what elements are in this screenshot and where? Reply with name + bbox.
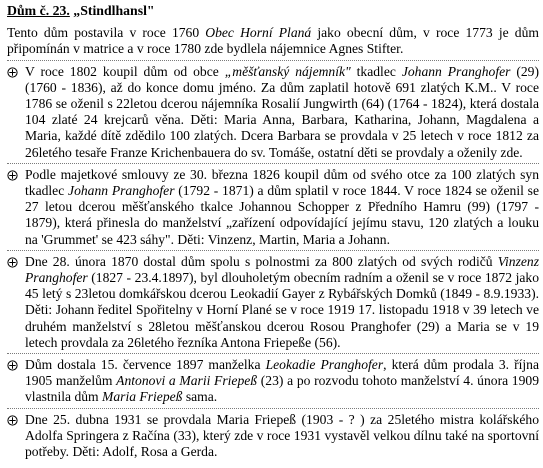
- section-divider: [7, 60, 539, 61]
- entry-text: sama.: [182, 389, 218, 405]
- intro-paragraph: [7, 25, 539, 57]
- circled-plus-icon: [7, 357, 25, 373]
- entry-owner: Vinzenz Pranghofer: [25, 253, 539, 286]
- house-name: „Stindlhansl": [69, 3, 155, 18]
- circled-plus-icon: [7, 64, 25, 80]
- section-divider: [7, 353, 539, 354]
- circled-plus-icon: [7, 167, 25, 183]
- entry-owner: Johann Pranghofer: [68, 183, 175, 199]
- owner-entry-text: [25, 254, 539, 351]
- owner-entry-text: [25, 64, 539, 161]
- intro-text: jako obecní dům, v roce 1773 je dům připomínán v matrice a v roce 1780 zde bydlela nájemnice Agnes Stifter.: [7, 25, 539, 57]
- intro-text: Tento dům postavila v roce 1760: [7, 25, 206, 41]
- house-heading: [7, 3, 539, 19]
- owner-entry-text: [25, 357, 539, 406]
- entry-text: (23) a po rozvodu tohoto manželství 4. února 1909 vlastnila dům: [25, 373, 539, 405]
- section-divider: [7, 250, 539, 251]
- entry-owner: Maria Friepeß: [102, 389, 183, 405]
- circled-plus-icon: [7, 254, 25, 270]
- entry-text: Dne 25. dubna 1931 se provdala Maria Friepeß (1903 - ? ) za 25letého mistra kolářského Adolfa Springera z Račína (33), který zde v roce 1931 vystavěl velkou dílnu také na sportovní potřeby. Děti: Adolf, Rosa a Gerda.: [25, 411, 539, 460]
- section-divider: [7, 163, 539, 164]
- owner-entry: [7, 167, 539, 248]
- entry-text: , která dům prodala 3. října 1905 manželům: [25, 357, 539, 389]
- owner-entry-text: [25, 167, 539, 248]
- entry-text: (1827 - 23.4.1897), byl dlouholetým obecním radním a oženil se v roce 1872 jako 45 letý s 23letou domkářskou dcerou Leokadií Gayer z Rybářských Domků (1849 - 8.9.1933). Děti: Johann ředitel Spořitelny v Horní Plané se v roce 1919 17. listopadu 1918 v 39 letech ve druhém manželství s 28letou měšťanskou dcerou Rosou Pranghofer (29) a Maria se v 19 letech provdala za 26letého řezníka Antona Friepeße (56).: [25, 270, 539, 350]
- entry-owner: Johann Pranghofer: [401, 63, 511, 79]
- entry-owner: Antonovi a Marii Friepeß: [116, 373, 258, 389]
- entry-role: „měšťanský nájemník": [224, 63, 351, 79]
- owner-entry: [7, 412, 539, 461]
- section-divider: [7, 408, 539, 409]
- house-number: Dům č. 23.: [7, 3, 70, 18]
- entry-text: V roce 1802 koupil dům od obce: [25, 63, 225, 79]
- owner-entry: [7, 254, 539, 351]
- entry-text: Dům dostala 15. července 1897 manželka: [25, 357, 266, 373]
- entry-text: Podle majetkové smlouvy ze 30. března 1826 koupil dům od svého otce za 100 zlatých syn tkadlec: [25, 166, 539, 199]
- entry-text: (29) (1760 - 1836), až do konce domu jméno. Za dům zaplatil hotově 691 zlatých K.M.. V roce 1786 se oženil s 22letou dcerou nájemníka Rosalií Jungwirth (64) (1764 - 1824), která dostala 104 zlaté 24 krejcarů věna. Děti: Maria Anna, Barbara, Katharina, Johann, Magdalena a Maria, každé dítě zdědilo 100 zlatých. Dcera Barbara se provdala v 25 letech v roce 1812 za 26letého tesaře Franze Krichenbauera do sv. Tomáše, ostatní děti se provdaly a oženily zde.: [25, 63, 539, 160]
- entry-owner: Leokadie Pranghofer: [265, 357, 384, 373]
- owner-entry: [7, 64, 539, 161]
- entry-text: (1792 - 1871) a dům splatil v roce 1844. V roce 1824 se oženil se 27 letou dcerou měšťanského tkalce Johannou Schopper z Předního Hamru (99) (1797 - 1879), která přinesla do manželství „zařízení odpovídající jejímu stavu, 120 zlatých a louku na 'Grummet' se 423 sáhy". Děti: Vinzenz, Martin, Maria a Johann.: [25, 183, 539, 247]
- entry-text: Dne 28. února 1870 dostal dům spolu s polnostmi za 800 zlatých od svých rodičů: [25, 253, 498, 269]
- entry-text: tkadlec: [350, 63, 402, 79]
- owner-entry-text: [25, 412, 539, 461]
- intro-owner: Obec Horní Planá: [205, 25, 312, 41]
- owner-entry: [7, 357, 539, 406]
- circled-plus-icon: [7, 412, 25, 428]
